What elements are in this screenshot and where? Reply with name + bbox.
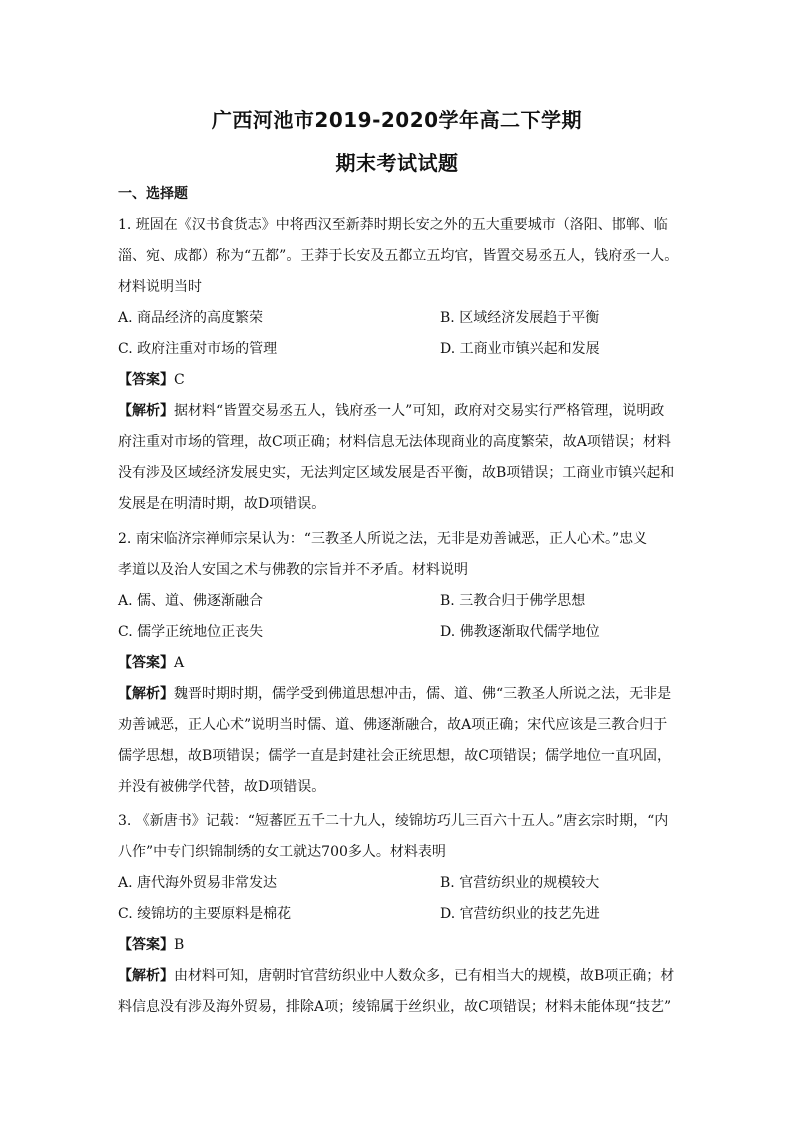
q3-option-b: B. 官营纺织业的规模较大 [440,875,600,891]
q3-option-d: D. 官营纺织业的技艺先进 [440,906,600,922]
q2-analysis-tag: 【解析】 [118,686,174,702]
q2-analysis-line-2: 劝善诫恶，正人心术”说明当时儒、道、佛逐渐融合，故A项正确；宋代应该是三教合归于 [118,717,668,733]
q2-analysis-text-1: 魏晋时期时期，儒学受到佛道思想冲击，儒、道、佛“三教圣人所说之法，无非是 [174,686,672,702]
q1-option-d: D. 工商业市镇兴起和发展 [440,341,600,357]
q1-answer-tag: 【答案】 [118,372,174,388]
q3-answer-value: B [174,937,185,953]
q2-analysis-line-1 [118,684,678,704]
q2-option-a: A. 儒、道、佛逐渐融合 [118,593,264,609]
q2-answer [118,653,678,673]
q2-stem-line-2: 孝道以及治人安国之术与佛教的宗旨并不矛盾。材料说明 [118,562,468,578]
document-title-line-1: 广西河池市2019-2020学年高二下学期 [211,108,583,132]
q2-analysis-line-3: 儒学思想，故B项错误；儒学一直是封建社会正统思想，故C项错误；儒学地位一直巩固， [118,748,671,764]
q1-analysis-text-1: 据材料“皆置交易丞五人，钱府丞一人”可知，政府对交易实行严格管理，说明政 [174,403,665,419]
q2-option-b: B. 三教合归于佛学思想 [440,593,586,609]
q1-option-b: B. 区域经济发展趋于平衡 [440,310,600,326]
q3-answer-tag: 【答案】 [118,937,174,953]
q1-analysis-line-2: 府注重对市场的管理，故C项正确；材料信息无法体现商业的高度繁荣，故A项错误；材料 [118,434,671,450]
q1-answer [118,370,678,390]
q1-answer-value: C [174,372,185,388]
q1-option-a: A. 商品经济的高度繁荣 [118,310,264,326]
q1-analysis-tag: 【解析】 [118,403,174,419]
q1-stem-line-1: 1. 班固在《汉书食货志》中将西汉至新莽时期长安之外的五大重要城市（洛阳、邯郸、临 [118,217,668,233]
q3-analysis-line-1 [118,966,678,986]
q2-stem-line-1: 2. 南宋临济宗禅师宗杲认为：“三教圣人所说之法，无非是劝善诫恶，正人心术。”忠义 [118,531,648,547]
q2-option-c: C. 儒学正统地位正丧失 [118,624,264,640]
q1-stem-line-3: 材料说明当时 [118,279,202,295]
q1-option-c: C. 政府注重对市场的管理 [118,341,278,357]
document-title-line-2: 期末考试试题 [335,151,459,175]
section-heading: 一、选择题 [118,186,188,202]
q2-option-d: D. 佛教逐渐取代儒学地位 [440,624,600,640]
q3-analysis-tag: 【解析】 [118,968,174,984]
q2-answer-value: A [174,655,185,671]
q1-analysis-line-3: 没有涉及区域经济发展史实，无法判定区域发展是否平衡，故B项错误；工商业市镇兴起和 [118,465,675,481]
q3-stem-line-1: 3. 《新唐书》记载：“短蕃匠五千二十九人，绫锦坊巧儿三百六十五人。”唐玄宗时期，“内 [118,813,669,829]
q1-stem-line-2: 淄、宛、成都）称为“五都”。王莽于长安及五都立五均官，皆置交易丞五人，钱府丞一人。 [118,248,678,264]
q1-analysis-line-1 [118,401,678,421]
q3-analysis-text-1: 由材料可知，唐朝时官营纺织业中人数众多，已有相当大的规模，故B项正确；材 [174,968,675,984]
q2-analysis-line-4: 并没有被佛学代替，故D项错误。 [118,779,326,795]
q3-stem-line-2: 八作”中专门织锦制绣的女工就达700多人。材料表明 [118,844,446,860]
q3-analysis-line-2: 料信息没有涉及海外贸易，排除A项；绫锦属于丝织业，故C项错误；材料未能体现“技艺” [118,999,672,1015]
q2-answer-tag: 【答案】 [118,655,174,671]
q3-answer [118,935,678,955]
q3-option-a: A. 唐代海外贸易非常发达 [118,875,278,891]
q1-analysis-line-4: 发展是在明清时期，故D项错误。 [118,496,326,512]
q3-option-c: C. 绫锦坊的主要原料是棉花 [118,906,292,922]
